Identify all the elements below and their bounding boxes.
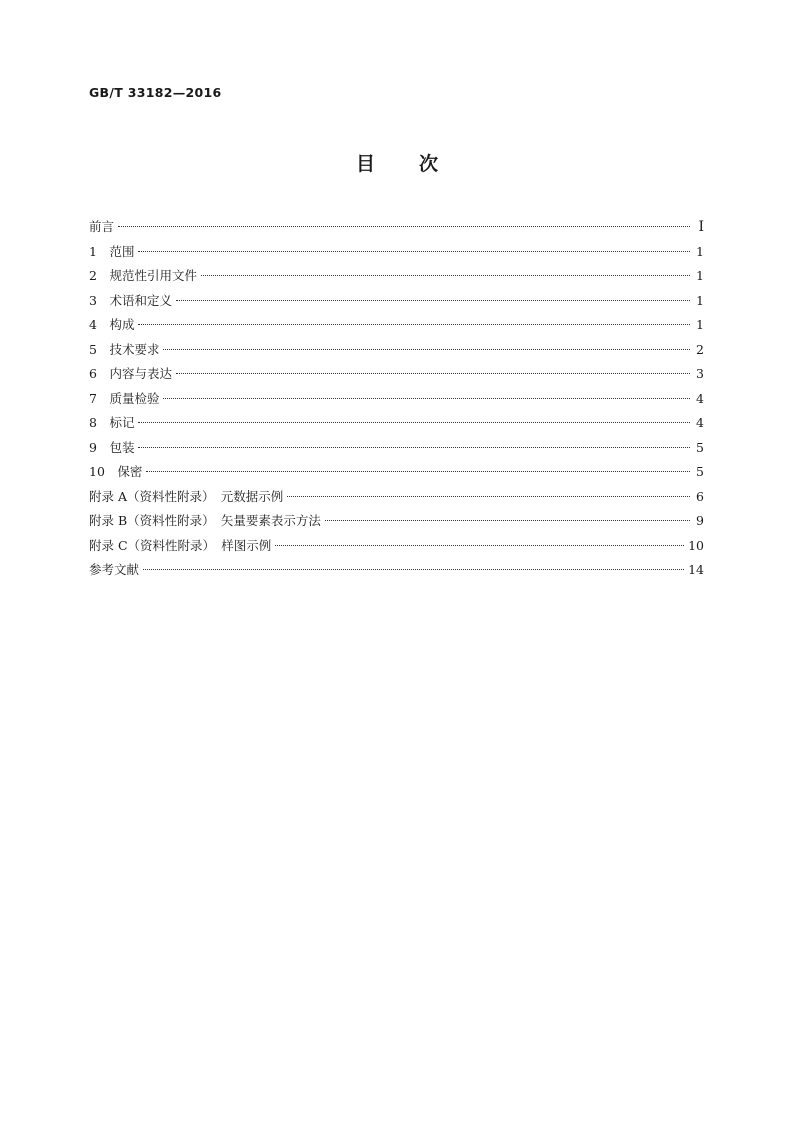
toc-entry-label: 8 标记 xyxy=(89,415,135,430)
toc-dot-leader xyxy=(287,496,690,497)
toc-entry-annex-a[interactable] xyxy=(89,485,704,510)
toc-entry-page: 3 xyxy=(696,366,704,381)
toc-entry-page: 4 xyxy=(696,390,704,406)
toc-entry-annex-b[interactable] xyxy=(89,509,704,534)
toc-entry-page: 14 xyxy=(688,562,704,577)
toc-entry-label: 参考文献 xyxy=(89,562,140,577)
toc-dot-leader xyxy=(138,251,690,252)
toc-entry-page: 10 xyxy=(688,537,704,553)
toc-dot-leader xyxy=(163,349,690,350)
toc-entry-page: 2 xyxy=(696,341,704,357)
toc-entry-composition[interactable] xyxy=(89,313,704,338)
toc-entry-page: 5 xyxy=(696,439,704,455)
toc-entry-label: 附录 C（资料性附录） 样图示例 xyxy=(89,537,272,553)
toc-entry-label: 附录 A（资料性附录） 元数据示例 xyxy=(89,488,284,504)
toc-entry-marking[interactable] xyxy=(89,411,704,436)
toc-dot-leader xyxy=(176,300,690,301)
page-title-part-1: 目 xyxy=(355,153,375,175)
toc-dot-leader xyxy=(275,545,684,546)
toc-dot-leader xyxy=(138,447,690,448)
toc-entry-label: 2 规范性引用文件 xyxy=(89,268,197,283)
toc-dot-leader xyxy=(201,275,690,276)
table-of-contents xyxy=(89,215,704,583)
toc-entry-content-expression[interactable] xyxy=(89,362,704,387)
toc-dot-leader xyxy=(143,569,684,570)
toc-entry-page: 6 xyxy=(696,488,704,504)
toc-entry-label: 6 内容与表达 xyxy=(89,366,172,381)
toc-dot-leader xyxy=(146,471,690,472)
toc-entry-page: 9 xyxy=(696,513,704,528)
toc-entry-normative-references[interactable] xyxy=(89,264,704,289)
toc-entry-label: 5 技术要求 xyxy=(89,341,160,357)
toc-dot-leader xyxy=(176,373,690,374)
toc-dot-leader xyxy=(138,422,690,423)
toc-entry-page: 1 xyxy=(696,317,704,332)
toc-entry-label: 3 术语和定义 xyxy=(89,292,172,308)
toc-entry-page: 5 xyxy=(696,464,704,479)
toc-dot-leader xyxy=(163,398,690,399)
toc-entry-terms-definitions[interactable] xyxy=(89,289,704,314)
toc-dot-leader xyxy=(138,324,690,325)
toc-entry-label: 4 构成 xyxy=(89,317,135,332)
toc-entry-page: 4 xyxy=(696,415,704,430)
standard-number: GB/T 33182—2016 xyxy=(89,85,222,100)
toc-entry-label: 前言 xyxy=(89,219,115,234)
toc-entry-label: 附录 B（资料性附录） 矢量要素表示方法 xyxy=(89,513,321,528)
toc-entry-scope[interactable] xyxy=(89,240,704,265)
toc-entry-technical-requirements[interactable] xyxy=(89,338,704,363)
page-title xyxy=(0,152,794,176)
toc-entry-page: 1 xyxy=(696,243,704,259)
toc-entry-page: 1 xyxy=(696,292,704,308)
toc-entry-label: 9 包装 xyxy=(89,439,135,455)
toc-entry-page: 1 xyxy=(696,268,704,283)
toc-entry-confidentiality[interactable] xyxy=(89,460,704,485)
toc-entry-quality-inspection[interactable] xyxy=(89,387,704,412)
toc-entry-bibliography[interactable] xyxy=(89,558,704,583)
toc-entry-label: 7 质量检验 xyxy=(89,390,160,406)
toc-dot-leader xyxy=(118,226,690,227)
toc-entry-annex-c[interactable] xyxy=(89,534,704,559)
toc-entry-label: 10 保密 xyxy=(89,464,143,479)
toc-entry-page: Ⅰ xyxy=(698,219,704,235)
toc-entry-foreword[interactable] xyxy=(89,215,704,240)
toc-entry-packaging[interactable] xyxy=(89,436,704,461)
toc-entry-label: 1 范围 xyxy=(89,243,135,259)
toc-dot-leader xyxy=(325,520,690,521)
page-title-part-2: 次 xyxy=(419,153,439,175)
